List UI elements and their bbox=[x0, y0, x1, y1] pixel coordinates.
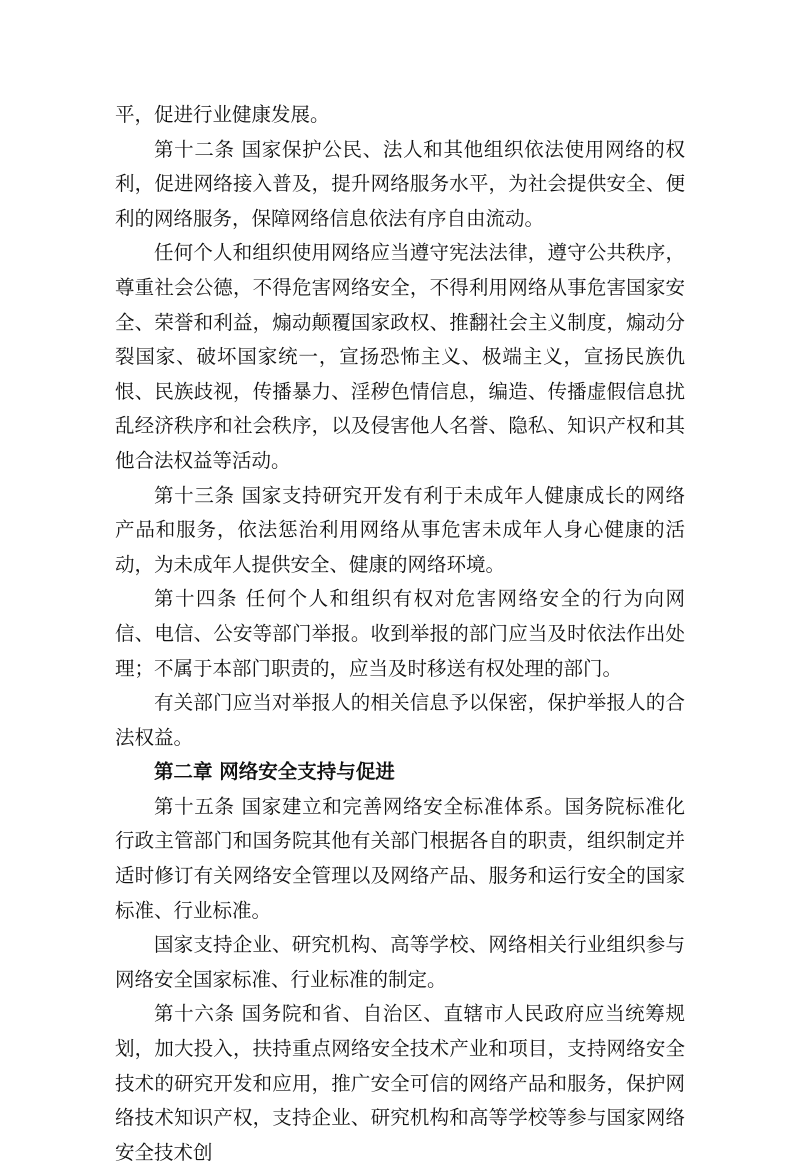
chapter-heading: 第二章 网络安全支持与促进 bbox=[154, 760, 395, 784]
article-14-paragraph-2: 有关部门应当对举报人的相关信息予以保密，保护举报人的合法权益。 bbox=[115, 691, 685, 749]
article-12-paragraph-2: 任何个人和组织使用网络应当遵守宪法法律，遵守公共秩序，尊重社会公德，不得危害网络安全，不得利用网络从事危害国家安全、荣誉和利益，煽动颠覆国家政权、推翻社会主义制度，煽动分裂国家、破坏国家统一，宣扬恐怖主义、极端主义，宣扬民族仇恨、民族歧视，传播暴力、淫秽色情信息，编造、传播虚假信息扰乱经济秩序和社会秩序，以及侵害他人名誉、隐私、知识产权和其他合法权益等活动。 bbox=[115, 241, 685, 472]
article-15: 第十五条 国家建立和完善网络安全标准体系。国务院标准化行政主管部门和国务院其他有关部门根据各自的职责，组织制定并适时修订有关网络安全管理以及网络产品、服务和运行安全的国家标准、行业标准。 bbox=[115, 794, 685, 922]
article-15-paragraph-2: 国家支持企业、研究机构、高等学校、网络相关行业组织参与网络安全国家标准、行业标准的制定。 bbox=[115, 933, 685, 991]
article-16: 第十六条 国务院和省、自治区、直辖市人民政府应当统筹规划，加大投入，扶持重点网络安全技术产业和项目，支持网络安全技术的研究开发和应用，推广安全可信的网络产品和服务，保护网络技术知识产权，支持企业、研究机构和高等学校等参与国家网络安全技术创 bbox=[115, 1002, 685, 1164]
document-page bbox=[115, 98, 685, 1170]
article-12: 第十二条 国家保护公民、法人和其他组织依法使用网络的权利，促进网络接入普及，提升网络服务水平，为社会提供安全、便利的网络服务，保障网络信息依法有序自由流动。 bbox=[115, 137, 685, 230]
article-13: 第十三条 国家支持研究开发有利于未成年人健康成长的网络产品和服务，依法惩治利用网络从事危害未成年人身心健康的活动，为未成年人提供安全、健康的网络环境。 bbox=[115, 483, 685, 576]
paragraph-continuation: 平，促进行业健康发展。 bbox=[115, 103, 330, 126]
article-14: 第十四条 任何个人和组织有权对危害网络安全的行为向网信、电信、公安等部门举报。收到举报的部门应当及时依法作出处理；不属于本部门职责的，应当及时移送有权处理的部门。 bbox=[115, 587, 685, 680]
